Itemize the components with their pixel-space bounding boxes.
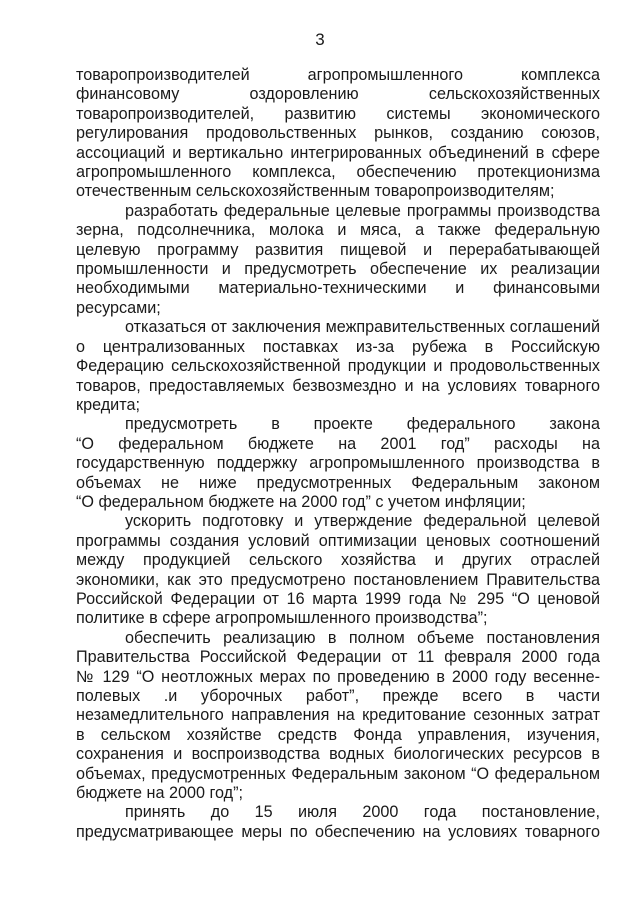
text-line: Российской Федерации от 16 марта 1999 года № 295 “О ценовой: [76, 589, 600, 608]
text-line: ассоциаций и вертикально интегрированных объединений в сфере: [76, 143, 600, 162]
text-line: программы создания условий оптимизации ценовых соотношений: [76, 531, 600, 550]
text-line: товаропроизводителей, развитию системы экономического: [76, 104, 600, 123]
text-line: бюджете на 2000 год”;: [76, 784, 244, 803]
text-line: регулирования продовольственных рынков, созданию союзов,: [76, 124, 600, 143]
text-line: обеспечить реализацию в полном объеме постановления: [125, 628, 600, 647]
text-line: отечественным сельскохозяйственным товаропроизводителям;: [76, 182, 555, 201]
text-line: Федерацию сельскохозяйственной продукции и продовольственных: [76, 357, 600, 376]
text-line: финансовому оздоровлению сельскохозяйственных: [76, 85, 600, 104]
text-line: кредита;: [76, 395, 140, 414]
text-line: необходимыми материально-техническими и финансовыми: [76, 279, 600, 298]
text-line: товаропроизводителей агропромышленного комплекса: [76, 66, 600, 84]
text-line: предусматривающее меры по обеспечению на условиях товарного: [76, 822, 600, 841]
text-line: Правительства Российской Федерации от 11 февраля 2000 года: [76, 648, 600, 667]
text-line: № 129 “О неотложных мерах по проведению в 2000 году весенне-: [76, 667, 600, 686]
text-line: о централизованных поставках из-за рубежа в Российскую: [76, 337, 600, 356]
text-line: принять до 15 июля 2000 года постановление,: [125, 803, 600, 822]
text-line: ускорить подготовку и утверждение федеральной целевой: [125, 512, 600, 531]
page-number: 3: [315, 30, 325, 49]
text-line: промышленности и предусмотреть обеспечение их реализации: [76, 260, 600, 279]
text-line: предусмотреть в проекте федерального закона: [125, 415, 600, 434]
text-line: незамедлительного направления на кредитование сезонных затрат: [76, 706, 600, 725]
text-line: объемах, предусмотренных Федеральным законом “О федеральном: [76, 764, 600, 783]
text-line: объемах не ниже предусмотренных Федеральным законом: [76, 473, 600, 492]
text-line: сохранения и воспроизводства водных биологических ресурсов в: [76, 745, 600, 764]
body-text: [76, 66, 600, 842]
text-line: зерна, подсолнечника, молока и мяса, а также федеральную: [76, 221, 600, 240]
text-line: целевую программу развития пищевой и перерабатывающей: [76, 240, 600, 259]
text-line: государственную поддержку агропромышленного производства в: [76, 454, 600, 473]
text-line: политике в сфере агропромышленного производства”;: [76, 609, 488, 628]
text-line: агропромышленного комплекса, обеспечению протекционизма: [76, 163, 600, 182]
text-line: товаров, предоставляемых безвозмездно и на условиях товарного: [76, 376, 600, 395]
text-line: ресурсами;: [76, 298, 161, 317]
text-line: “О федеральном бюджете на 2001 год” расходы на: [76, 434, 600, 453]
text-line: “О федеральном бюджете на 2000 год” с учетом инфляции;: [76, 492, 526, 511]
text-line: разработать федеральные целевые программы производства: [125, 201, 600, 220]
text-line: в сельском хозяйстве средств Фонда управления, изучения,: [76, 725, 600, 744]
text-line: между продукцией сельского хозяйства и других отраслей: [76, 551, 600, 570]
text-line: экономики, как это предусмотрено постановлением Правительства: [76, 570, 600, 589]
text-line: полевых .и уборочных работ”, прежде всего в части: [76, 687, 600, 705]
text-line: отказаться от заключения межправительственных соглашений: [125, 318, 600, 337]
